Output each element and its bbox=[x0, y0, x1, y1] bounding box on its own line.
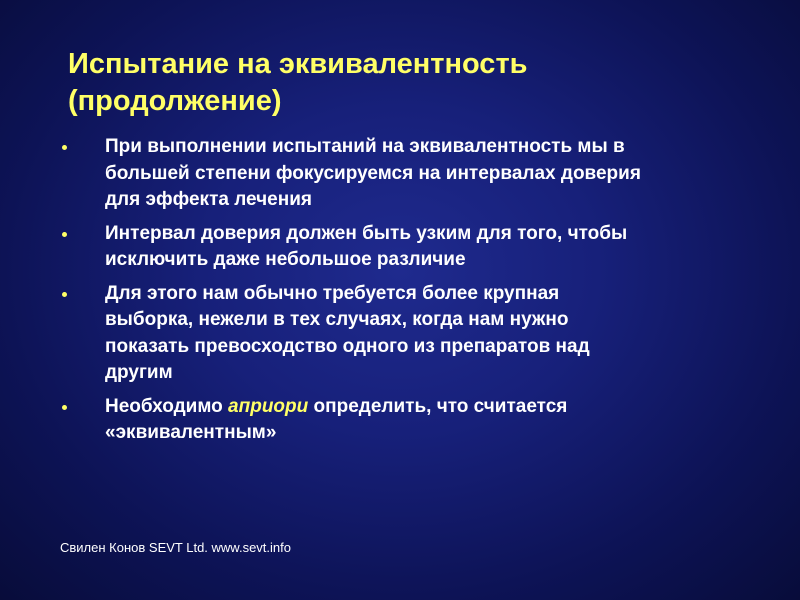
bullet-line: «эквивалентным» bbox=[105, 422, 277, 443]
bullet-text-segment: Необходимо bbox=[105, 395, 229, 417]
bullet-text-segment: определить, что считается bbox=[308, 395, 568, 417]
bullet-text bbox=[105, 134, 760, 214]
bullet-marker-icon bbox=[62, 292, 67, 297]
slide-title bbox=[68, 46, 748, 120]
title-line: Испытание на эквивалентность bbox=[68, 48, 528, 80]
emphasis-text: априори bbox=[228, 395, 309, 417]
bullet-line: исключить даже небольшое различие bbox=[105, 249, 466, 270]
bullet-item bbox=[60, 281, 760, 387]
bullet-text bbox=[105, 221, 760, 274]
bullet-line bbox=[105, 394, 760, 421]
slide-footer: Свилен Конов SEVT Ltd. www.sevt.info bbox=[60, 540, 291, 555]
bullet-line: выборка, нежели в тех случаях, когда нам нужно bbox=[105, 309, 569, 330]
bullet-list bbox=[60, 134, 760, 454]
bullet-text bbox=[105, 281, 760, 387]
bullet-line: При выполнении испытаний на эквивалентность мы в bbox=[105, 136, 625, 157]
title-line: (продолжение) bbox=[68, 85, 282, 117]
bullet-marker-icon bbox=[62, 405, 67, 410]
bullet-line: другим bbox=[105, 362, 173, 383]
bullet-item bbox=[60, 394, 760, 447]
bullet-line: большей степени фокусируемся на интервалах доверия bbox=[105, 162, 641, 184]
bullet-text bbox=[105, 394, 760, 447]
bullet-line: Интервал доверия должен быть узким для того, чтобы bbox=[105, 222, 628, 244]
bullet-marker-icon bbox=[62, 232, 67, 237]
bullet-line: Для этого нам обычно требуется более крупная bbox=[105, 282, 560, 304]
bullet-line: для эффекта лечения bbox=[105, 189, 312, 210]
bullet-line: показать превосходство одного из препаратов над bbox=[105, 335, 590, 357]
bullet-marker-icon bbox=[62, 145, 67, 150]
bullet-item bbox=[60, 134, 760, 214]
bullet-item bbox=[60, 221, 760, 274]
